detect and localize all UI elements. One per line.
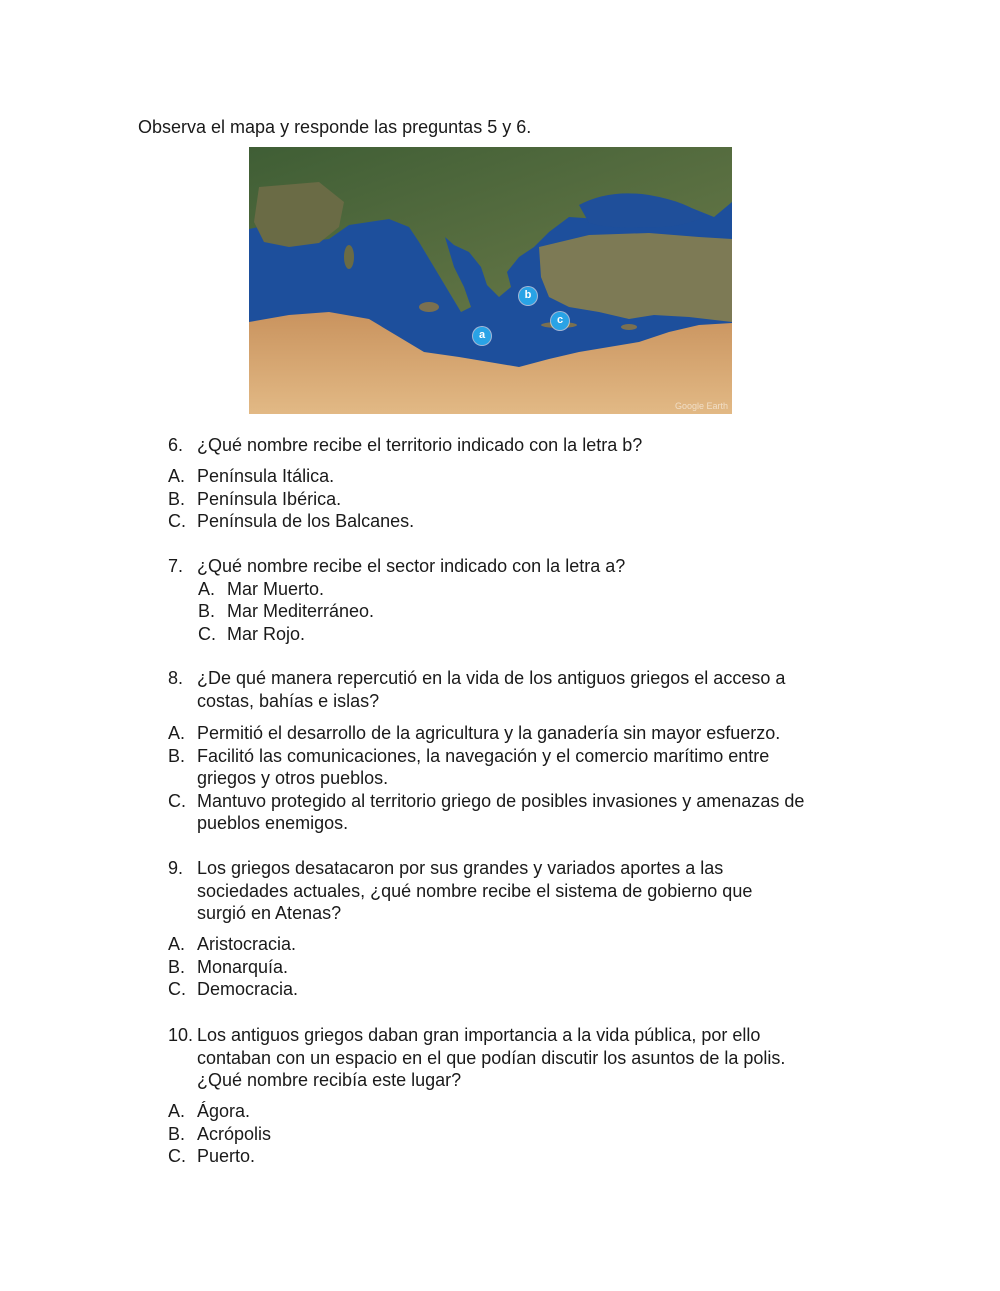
option-text-continued: griegos y otros pueblos.: [197, 768, 389, 789]
option-text: Península de los Balcanes.: [197, 511, 415, 532]
question-text-continued: costas, bahías e islas?: [197, 690, 380, 711]
option-text: Acrópolis: [197, 1123, 272, 1144]
option-letter: B.: [198, 601, 216, 622]
marker-b: b: [519, 287, 537, 305]
option-b: [0, 1123, 1000, 1146]
option-letter: A.: [168, 723, 186, 743]
option-letter: B.: [168, 956, 186, 977]
option-letter: A.: [168, 466, 186, 486]
question-10: [0, 1024, 1000, 1092]
question-text-continued: surgió en Atenas?: [197, 903, 342, 924]
question-10-options: [0, 1100, 1000, 1168]
question-text: ¿Qué nombre recibe el territorio indicado con la letra b?: [197, 435, 643, 455]
option-letter: A.: [198, 578, 216, 599]
question-text-continued: ¿Qué nombre recibía este lugar?: [197, 1070, 462, 1091]
option-text: Mar Muerto.: [227, 578, 325, 599]
option-a: [0, 465, 1000, 488]
question-9: [0, 857, 1000, 925]
option-text: Puerto.: [197, 1146, 256, 1167]
question-text: Los griegos desatacaron por sus grandes y variados aportes a las: [197, 858, 724, 878]
question-number: 7.: [168, 556, 184, 576]
option-letter: C.: [198, 623, 216, 644]
option-c: [0, 510, 1000, 533]
option-text-continued: pueblos enemigos.: [197, 813, 349, 834]
question-text: Los antiguos griegos daban gran importancia a la vida pública, por ello: [197, 1025, 761, 1045]
question-number: 6.: [168, 435, 184, 455]
option-text: Mantuvo protegido al territorio griego de posibles invasiones y amenazas de: [197, 790, 805, 811]
option-a: [0, 578, 1000, 601]
option-letter: A.: [168, 1101, 186, 1121]
question-number: 8.: [168, 668, 184, 688]
option-text: Aristocracia.: [197, 934, 297, 954]
option-b: [0, 956, 1000, 979]
option-letter: B.: [168, 488, 186, 509]
option-c: [0, 790, 1000, 813]
question-7: [0, 555, 1000, 645]
option-c: [0, 1145, 1000, 1168]
option-a: [0, 1100, 1000, 1123]
marker-a: a: [473, 327, 491, 345]
option-b: [0, 488, 1000, 511]
question-8-options: [0, 722, 1000, 835]
option-text: Mar Rojo.: [227, 623, 306, 644]
option-text: Península Itálica.: [197, 466, 335, 486]
option-text: Mar Mediterráneo.: [227, 601, 375, 622]
option-letter: C.: [168, 511, 186, 532]
option-a: [0, 933, 1000, 956]
option-text: Democracia.: [197, 979, 299, 1000]
question-number: 10.: [168, 1025, 194, 1045]
question-text: ¿Qué nombre recibe el sector indicado con la letra a?: [197, 556, 626, 576]
option-letter: C.: [168, 1146, 186, 1167]
question-8: [0, 667, 1000, 712]
question-text: ¿De qué manera repercutió en la vida de los antiguos griegos el acceso a: [197, 668, 786, 688]
option-a: [0, 722, 1000, 745]
option-letter: C.: [168, 790, 186, 811]
option-letter: C.: [168, 979, 186, 1000]
option-text: Facilitó las comunicaciones, la navegación y el comercio marítimo entre: [197, 745, 770, 766]
question-6-options: [0, 465, 1000, 533]
question-6: [0, 434, 1000, 457]
satellite-map-image: [249, 147, 732, 414]
option-b: [0, 600, 1000, 623]
option-b: [0, 745, 1000, 768]
marker-c: c: [551, 312, 569, 330]
option-text: Monarquía.: [197, 956, 289, 977]
option-letter: B.: [168, 1123, 186, 1144]
option-text: Ágora.: [197, 1101, 251, 1121]
map-watermark: Google Earth: [674, 401, 728, 411]
question-text-continued: contaban con un espacio en el que podían discutir los asuntos de la polis.: [197, 1047, 786, 1068]
option-letter: A.: [168, 934, 186, 954]
option-text: Permitió el desarrollo de la agricultura y la ganadería sin mayor esfuerzo.: [197, 723, 781, 743]
mediterranean-map: [249, 147, 732, 414]
option-text: Península Ibérica.: [197, 488, 342, 509]
question-9-options: [0, 933, 1000, 1001]
intro-text: Observa el mapa y responde las preguntas 5 y 6.: [138, 117, 532, 137]
question-number: 9.: [168, 858, 184, 878]
option-letter: B.: [168, 745, 186, 766]
option-c: [0, 978, 1000, 1001]
option-c: [0, 623, 1000, 646]
question-text-continued: sociedades actuales, ¿qué nombre recibe el sistema de gobierno que: [197, 880, 753, 901]
